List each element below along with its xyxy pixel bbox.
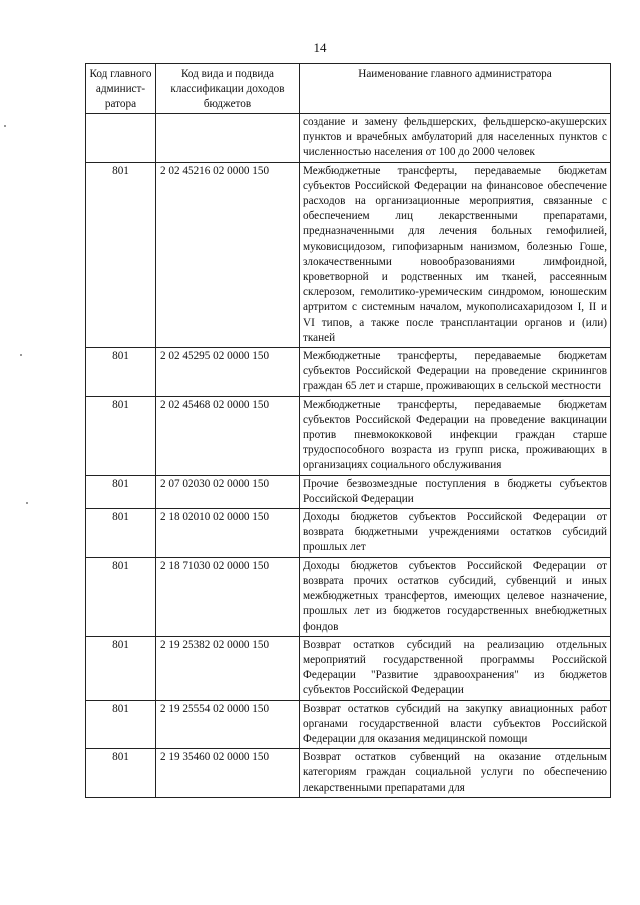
header-admin-name: Наименование главного администратора: [300, 64, 611, 114]
income-code-cell: 2 18 71030 02 0000 150: [156, 557, 300, 636]
page-number: 14: [313, 40, 327, 55]
income-classification-table: [85, 63, 611, 798]
admin-name-cell: Возврат остатков субсидий на реализацию отдельных мероприятий государственной программы Российской Федерации "Развитие здравоохранения" из бюджетов субъектов Российской Федерации: [300, 636, 611, 700]
admin-code-cell: 801: [86, 749, 156, 798]
table-row: [86, 749, 611, 798]
header-admin-code: Код главного админист-ратора: [86, 64, 156, 114]
admin-code-cell: [86, 114, 156, 163]
admin-name-cell: создание и замену фельдшерских, фельдшерско-акушерских пунктов и врачебных амбулаторий для населенных пунктов с численностью населения от 100 до 2000 человек: [300, 114, 611, 163]
income-code-cell: 2 02 45295 02 0000 150: [156, 348, 300, 397]
scan-speck: [20, 354, 22, 356]
table-row: [86, 162, 611, 347]
admin-code-cell: 801: [86, 636, 156, 700]
table-row: [86, 509, 611, 558]
table-row: [86, 700, 611, 749]
admin-name-cell: Межбюджетные трансферты, передаваемые бюджетам субъектов Российской Федерации на проведение вакцинации против пневмококковой инфекции граждан старше трудоспособного возраста из групп риска, проживающих в организациях социального обслуживания: [300, 396, 611, 475]
income-code-cell: 2 07 02030 02 0000 150: [156, 475, 300, 508]
income-code-cell: [156, 114, 300, 163]
table-row: [86, 114, 611, 163]
admin-name-cell: Возврат остатков субвенций на оказание отдельным категориям граждан социальной услуги по обеспечению лекарственными препаратами для: [300, 749, 611, 798]
table-body: [86, 114, 611, 798]
admin-code-cell: 801: [86, 162, 156, 347]
admin-code-cell: 801: [86, 557, 156, 636]
admin-code-cell: 801: [86, 348, 156, 397]
header-row: [86, 64, 611, 114]
admin-code-cell: 801: [86, 700, 156, 749]
income-code-cell: 2 19 35460 02 0000 150: [156, 749, 300, 798]
admin-name-cell: Доходы бюджетов субъектов Российской Федерации от возврата прочих остатков субсидий, субвенций и иных межбюджетных трансфертов, имеющих целевое назначение, прошлых лет из бюджетов государственных внебюджетных фондов: [300, 557, 611, 636]
header-income-code: Код вида и подвида классификации доходов бюджетов: [156, 64, 300, 114]
admin-name-cell: Возврат остатков субсидий на закупку авиационных работ органами государственной власти субъектов Российской Федерации для оказания медицинской помощи: [300, 700, 611, 749]
admin-code-cell: 801: [86, 396, 156, 475]
table-row: [86, 396, 611, 475]
table-row: [86, 475, 611, 508]
scan-speck: [26, 502, 28, 504]
scan-speck: [4, 125, 6, 127]
admin-name-cell: Прочие безвозмездные поступления в бюджеты субъектов Российской Федерации: [300, 475, 611, 508]
income-code-cell: 2 18 02010 02 0000 150: [156, 509, 300, 558]
admin-code-cell: 801: [86, 509, 156, 558]
admin-name-cell: Доходы бюджетов субъектов Российской Федерации от возврата бюджетными учреждениями остатков субсидий прошлых лет: [300, 509, 611, 558]
admin-code-cell: 801: [86, 475, 156, 508]
admin-name-cell: Межбюджетные трансферты, передаваемые бюджетам субъектов Российской Федерации на финансовое обеспечение расходов на организационные мероприятия, связанные с обеспечением лиц лекарственными препаратами, предназначенными для лечения больных гемофилией, муковисцидозом, гипофизарным нанизмом, болезнью Гоше, злокачественными новообразованиями лимфоидной, кроветворной и родственных им тканей, рассеянным склерозом, гемолитико-уремическим синдромом, юношеским артритом с системным началом, мукополисахаридозом I, II и VI типов, а также после трансплантации органов и (или) тканей: [300, 162, 611, 347]
income-code-cell: 2 02 45468 02 0000 150: [156, 396, 300, 475]
table-header: [86, 64, 611, 114]
income-code-cell: 2 02 45216 02 0000 150: [156, 162, 300, 347]
income-code-cell: 2 19 25382 02 0000 150: [156, 636, 300, 700]
admin-name-cell: Межбюджетные трансферты, передаваемые бюджетам субъектов Российской Федерации на проведение скринингов граждан 65 лет и старше, проживающих в сельской местности: [300, 348, 611, 397]
table-row: [86, 348, 611, 397]
table-row: [86, 636, 611, 700]
table-row: [86, 557, 611, 636]
income-code-cell: 2 19 25554 02 0000 150: [156, 700, 300, 749]
